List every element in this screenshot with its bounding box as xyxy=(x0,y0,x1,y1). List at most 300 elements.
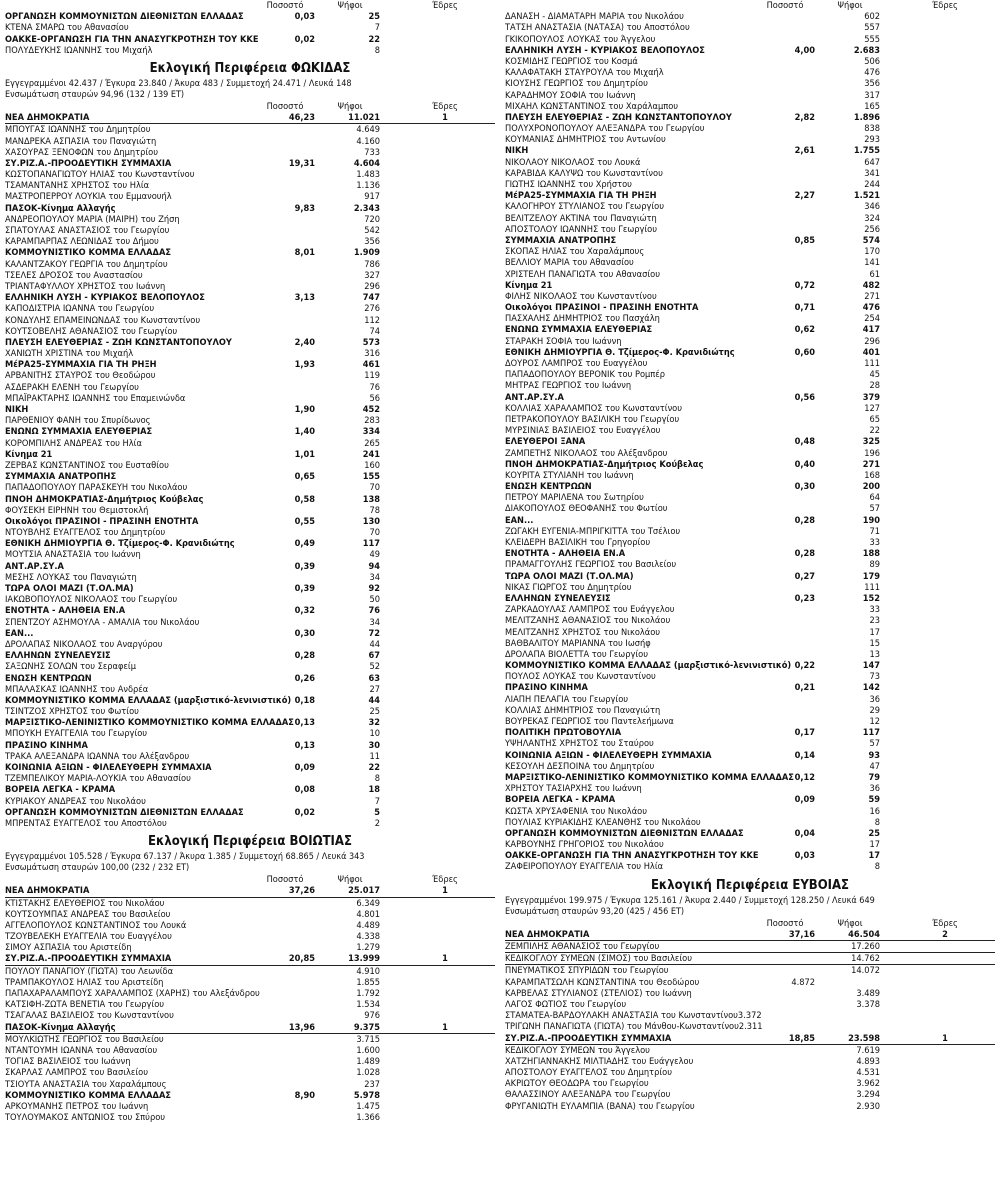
party-row xyxy=(505,1033,995,1044)
party-row xyxy=(5,292,495,303)
party-row xyxy=(505,324,995,335)
votes: 79 xyxy=(868,771,880,783)
candidate-name: ΚΟΥΤΣΟΥΜΠΑΣ ΑΝΔΡΕΑΣ του Βασιλείου xyxy=(5,908,171,920)
candidate-name: ΠΡΑΜΑΓΓΟΥΛΗΣ ΓΕΩΡΓΙΟΣ του Βασιλείου xyxy=(505,559,677,571)
percentage: 0,30 xyxy=(294,627,315,639)
candidate-row xyxy=(505,705,995,716)
party-name: ΕΛΛΗΝΙΚΗ ΛΥΣΗ - ΚΥΡΙΑΚΟΣ ΒΕΛΟΠΟΥΛΟΣ xyxy=(505,44,705,56)
percentage: 37,26 xyxy=(288,885,315,897)
votes: 1.483 xyxy=(356,169,380,181)
candidate-row xyxy=(505,1021,995,1032)
constituency-title: Εκλογική Περιφέρεια ΦΩΚΙΔΑΣ xyxy=(149,60,351,76)
candidate-row xyxy=(505,817,995,828)
candidate-row xyxy=(5,281,495,292)
candidate-row xyxy=(5,661,495,672)
votes: 111 xyxy=(864,358,880,369)
party-row xyxy=(5,426,495,437)
candidate-row xyxy=(5,706,495,717)
candidate-name: ΤΟΥΛΟΥΜΑΚΟΣ ΑΝΤΩΝΙΟΣ του Σπύρου xyxy=(5,1112,166,1124)
candidate-name: ΤΑΤΣΗ ΑΝΑΣΤΑΣΙΑ (ΝΑΤΑΣΑ) του Αποστόλου xyxy=(505,22,690,34)
candidate-name: ΚΕΔΙΚΟΓΛΟΥ ΣΥΜΕΩΝ (ΣΙΜΟΣ) του Βασιλείου xyxy=(505,953,693,965)
votes: 59 xyxy=(868,794,880,806)
candidate-row xyxy=(5,136,495,147)
candidate-row xyxy=(5,370,495,381)
votes: 14.762 xyxy=(851,953,880,965)
party-name: ΜέΡΑ25-ΣΥΜΜΑΧΙΑ ΓΙΑ ΤΗ ΡΗΞΗ xyxy=(505,190,657,202)
candidate-row xyxy=(505,861,995,872)
candidate-name: ΚΕΔΙΚΟΓΛΟΥ ΣΥΜΕΩΝ του Άγγελου xyxy=(505,1044,650,1056)
votes: 1.366 xyxy=(356,1112,380,1124)
party-name: ΠΡΑΣΙΝΟ ΚΙΝΗΜΑ xyxy=(505,682,588,694)
percentage: 1,93 xyxy=(294,359,315,371)
candidate-name: ΑΓΓΕΛΟΠΟΥΛΟΣ ΚΩΝΣΤΑΝΤΙΝΟΣ του Λουκά xyxy=(5,919,187,931)
party-name: ΠΑΣΟΚ-Κίνημα Αλλαγής xyxy=(5,202,116,214)
candidate-name: ΚΟΥΜΑΝΙΑΣ ΔΗΜΗΤΡΙΟΣ του Αντωνίου xyxy=(505,134,666,146)
candidate-row xyxy=(505,492,995,503)
candidate-name: ΓΙΩΤΗΣ ΙΩΑΝΝΗΣ του Χρήστου xyxy=(505,179,632,190)
votes: 555 xyxy=(864,33,880,45)
candidate-row xyxy=(505,168,995,179)
votes: 244 xyxy=(864,179,880,190)
votes: 34 xyxy=(369,571,380,583)
candidate-row xyxy=(505,448,995,459)
candidate-row xyxy=(505,783,995,794)
votes: 70 xyxy=(369,482,380,494)
votes: 3.962 xyxy=(856,1078,880,1090)
party-row xyxy=(505,571,995,582)
percentage: 0,09 xyxy=(294,762,315,773)
candidate-name: ΖΩΓΑΚΗ ΕΥΓΕΝΙΑ-ΜΠΡΙΓΚΙΤΤΑ του Τσέλιου xyxy=(505,525,681,537)
party-row xyxy=(5,516,495,527)
votes: 72 xyxy=(368,627,380,639)
seats: 1 xyxy=(442,1021,448,1033)
votes: 316 xyxy=(364,348,380,360)
candidate-row xyxy=(505,403,995,414)
right-column xyxy=(505,0,995,1112)
votes: 4.801 xyxy=(356,908,380,920)
candidate-row xyxy=(505,336,995,347)
column-header-row xyxy=(5,101,495,112)
candidate-row xyxy=(5,1056,495,1067)
party-name: Κίνημα 21 xyxy=(5,448,53,460)
candidate-row xyxy=(5,1079,495,1090)
votes: 70 xyxy=(369,527,380,539)
candidate-name: ΖΑΡΚΑΔΟΥΛΑΣ ΛΑΜΠΡΟΣ του Ευάγγελου xyxy=(505,604,675,616)
candidate-name: ΜΠΑΪΡΑΚΤΑΡΗΣ ΙΩΑΝΝΗΣ του Επαμεινώνδα xyxy=(5,392,186,404)
candidate-name: ΓΚΙΚΟΠΟΥΛΟΣ ΛΟΥΚΑΣ του Άγγελου xyxy=(505,33,656,45)
candidate-row xyxy=(505,638,995,649)
votes: 15 xyxy=(869,637,880,649)
votes: 3.294 xyxy=(856,1089,880,1101)
party-row xyxy=(505,727,995,738)
candidate-row xyxy=(505,604,995,615)
votes: 4.893 xyxy=(856,1055,880,1067)
party-row xyxy=(5,538,495,549)
candidate-name: ΜΑΣΤΡΟΠΕΡΡΟΥ ΛΟΥΚΙΑ του Εμμανουήλ xyxy=(5,191,172,203)
candidate-row xyxy=(505,839,995,850)
candidate-row xyxy=(505,1056,995,1067)
votes: 190 xyxy=(862,514,880,526)
votes: 838 xyxy=(864,123,880,135)
percentage: 0,55 xyxy=(294,515,315,527)
candidate-row xyxy=(5,1010,495,1021)
candidate-name: ΚΩΣΤΟΠΑΝΑΓΙΩΤΟΥ ΗΛΙΑΣ του Κωνσταντίνου xyxy=(5,169,195,181)
candidate-name: ΚΟΣΜΙΔΗΣ ΓΕΩΡΓΙΟΣ του Κοσμά xyxy=(505,55,638,67)
votes: 47 xyxy=(869,760,880,772)
party-name: ΠΑΣΟΚ-Κίνημα Αλλαγής xyxy=(5,1021,116,1033)
candidate-row xyxy=(505,503,995,514)
candidate-name: ΤΖΕΜΠΕΛΙΚΟΥ ΜΑΡΙΑ-ΛΟΥΚΙΑ του Αθανασίου xyxy=(5,773,191,785)
candidate-row xyxy=(505,201,995,212)
candidate-row xyxy=(505,1089,995,1100)
candidate-row xyxy=(505,380,995,391)
candidate-name: ΤΣΙΟΥΤΑ ΑΝΑΣΤΑΣΙΑ του Χαραλάμπους xyxy=(5,1078,167,1090)
party-name: ΤΩΡΑ ΟΛΟΙ ΜΑΖΙ (Τ.ΟΛ.ΜΑ) xyxy=(5,583,134,594)
candidate-row xyxy=(505,806,995,817)
candidate-name: ΧΡΙΣΤΕΛΗ ΠΑΝΑΓΙΩΤΑ του Αθανασίου xyxy=(505,268,660,280)
percentage: 13,96 xyxy=(288,1021,315,1033)
candidate-row xyxy=(505,977,995,988)
votes: 296 xyxy=(364,280,380,292)
party-name: ΚΟΙΝΩΝΙΑ ΑΞΙΩΝ - ΦΙΛΕΛΕΥΘΕΡΗ ΣΥΜΜΑΧΙΑ xyxy=(505,749,712,761)
candidate-row xyxy=(5,988,495,999)
party-name: ΚΟΙΝΩΝΙΑ ΑΞΙΩΝ - ΦΙΛΕΛΕΥΘΕΡΗ ΣΥΜΜΑΧΙΑ xyxy=(5,762,212,773)
candidate-name: ΖΑΦΕΙΡΟΠΟΥΛΟΥ ΕΥΑΓΓΕΛΙΑ του Ηλία xyxy=(505,861,664,873)
votes: 5 xyxy=(374,806,380,818)
candidate-name: ΔΟΥΡΟΣ ΛΑΜΠΡΟΣ του Ευαγγέλου xyxy=(505,358,648,369)
votes: 417 xyxy=(862,324,880,336)
votes: 33 xyxy=(869,537,880,548)
party-name: ΕΝΩΝΩ ΣΥΜΜΑΧΙΑ ΕΛΕΥΘΕΡΙΑΣ xyxy=(5,426,153,438)
votes: 17 xyxy=(868,850,880,862)
votes: 452 xyxy=(362,404,380,415)
percentage: 1,90 xyxy=(294,404,315,415)
votes: 112 xyxy=(364,314,380,326)
candidate-row xyxy=(505,101,995,112)
percentage: 0,62 xyxy=(794,324,815,336)
votes: 117 xyxy=(862,727,880,739)
votes: 7 xyxy=(374,22,380,34)
party-row xyxy=(5,471,495,482)
votes: 346 xyxy=(864,201,880,213)
candidate-row xyxy=(5,123,495,135)
votes: 63 xyxy=(368,672,380,684)
candidate-row xyxy=(505,615,995,626)
candidate-row xyxy=(505,157,995,168)
votes: 4.160 xyxy=(356,135,380,147)
candidate-name: ΒΕΛΛΙΟΥ ΜΑΡΙΑ του Αθανασίου xyxy=(505,257,634,269)
candidate-name: ΚΩΣΤΑ ΧΡΥΣΑΦΕΝΙΑ του Νικολάου xyxy=(505,805,647,817)
party-name: ΕΑΝ... xyxy=(505,514,534,526)
party-name: ΑΝΤ.ΑΡ.ΣΥ.Α xyxy=(5,560,64,572)
candidate-name: ΛΑΓΟΣ ΦΩΤΙΟΣ του Γεωργίου xyxy=(505,998,627,1010)
percentage: 0,13 xyxy=(294,717,315,729)
candidate-row xyxy=(505,940,995,952)
votes: 276 xyxy=(364,303,380,315)
candidate-row xyxy=(505,269,995,280)
party-name: ΠΝΟΗ ΔΗΜΟΚΡΑΤΙΑΣ-Δημήτριος Κούβελας xyxy=(5,493,204,505)
column-header-row xyxy=(5,874,495,885)
party-name: ΕΘΝΙΚΗ ΔΗΜΙΟΥΡΓΙΑ Θ. Τζίμερος-Φ. Κρανιδιώτης xyxy=(505,346,735,358)
percentage: 0,08 xyxy=(294,784,315,796)
seats: 2 xyxy=(942,928,948,940)
votes: 11.021 xyxy=(348,112,380,124)
candidate-row xyxy=(5,1045,495,1056)
column-header-row xyxy=(505,0,995,11)
votes: 476 xyxy=(864,67,880,79)
votes: 67 xyxy=(368,650,380,662)
candidate-name: ΠΕΤΡΟΥ ΜΑΡΙΛΕΝΑ του Σωτηρίου xyxy=(505,492,644,504)
votes: 341 xyxy=(864,167,880,179)
percentage: 4.872 xyxy=(791,976,815,988)
votes: 138 xyxy=(362,493,380,505)
candidate-name: ΧΑΝΙΩΤΗ ΧΡΙΣΤΙΝΑ του Μιχαήλ xyxy=(5,348,134,360)
votes: 327 xyxy=(364,269,380,281)
constituency-stats: Ενσωμάτωση σταυρών 93,20 (425 / 456 ΕΤ) xyxy=(505,906,685,917)
party-name: ΕΛΕΥΘΕΡΟΙ ΞΑΝΑ xyxy=(505,436,586,448)
votes: 4.489 xyxy=(356,919,380,931)
percentage: 0,32 xyxy=(294,605,315,617)
percentage: 3,13 xyxy=(294,292,315,304)
party-row xyxy=(5,628,495,639)
candidate-name: ΤΡΙΑΝΤΑΦΥΛΛΟΥ ΧΡΗΣΤΟΣ του Ιωάννη xyxy=(5,280,166,292)
votes: 317 xyxy=(864,89,880,101)
party-name: ΕΑΝ... xyxy=(5,627,34,639)
votes: 34 xyxy=(369,616,380,628)
votes: 32 xyxy=(368,717,380,729)
percentage: 0,04 xyxy=(794,827,815,839)
candidate-name: ΚΑΡΑΜΠΑΤΣΩΛΗ ΚΩΝΣΤΑΝΤΙΝΑ του Θεοδώρου xyxy=(505,976,700,988)
party-name: ΚΟΜΜΟΥΝΙΣΤΙΚΟ ΚΟΜΜΑ ΕΛΛΑΔΑΣ xyxy=(5,247,171,259)
percentage: 46,23 xyxy=(288,112,315,124)
votes: 52 xyxy=(369,661,380,673)
candidate-name: ΠΑΣΧΑΛΗΣ ΔΗΜΗΤΡΙΟΣ του Πασχάλη xyxy=(505,313,660,325)
candidate-row xyxy=(5,505,495,516)
candidate-row xyxy=(5,931,495,942)
votes: 119 xyxy=(364,370,380,382)
party-name: ΣΥΜΜΑΧΙΑ ΑΝΑΤΡΟΠΗΣ xyxy=(505,234,617,246)
percentage: 0,13 xyxy=(294,739,315,751)
votes: 142 xyxy=(862,682,880,694)
party-name: ΣΥ.ΡΙΖ.Α.-ΠΡΟΟΔΕΥΤΙΚΗ ΣΥΜΜΑΧΙΑ xyxy=(505,1032,672,1044)
votes: 130 xyxy=(362,515,380,527)
candidate-name: ΜΠΑΛΑΣΚΑΣ ΙΩΑΝΝΗΣ του Ανδρέα xyxy=(5,683,149,695)
votes: 13 xyxy=(869,648,880,660)
votes: 283 xyxy=(364,415,380,427)
votes: Ψήφοι xyxy=(837,0,863,11)
votes: 256 xyxy=(864,223,880,235)
party-row xyxy=(505,302,995,313)
candidate-name: ΧΑΤΖΗΓΙΑΝΝΑΚΗΣ ΜΙΛΤΙΑΔΗΣ του Ευάγγελου xyxy=(505,1055,694,1067)
candidate-name: ΜΟΥΛΚΙΩΤΗΣ ΓΕΩΡΓΙΟΣ του Βασιλείου xyxy=(5,1033,164,1045)
candidate-name: ΣΚΟΠΑΣ ΗΛΙΑΣ του Χαραλάμπους xyxy=(505,246,645,258)
candidate-row xyxy=(5,438,495,449)
candidate-name: ΧΡΗΣΤΟΥ ΤΑΣΙΑΡΧΗΣ του Ιωάννη xyxy=(505,783,642,795)
party-row xyxy=(5,740,495,751)
party-name: ΝΕΑ ΔΗΜΟΚΡΑΤΙΑ xyxy=(5,885,90,897)
party-name: ΒΟΡΕΙΑ ΛΕΓΚΑ - ΚΡΑΜΑ xyxy=(5,784,116,796)
candidate-name: ΒΕΛΙΤΖΕΛΟΥ ΑΚΤΙΝΑ του Παναγιώτη xyxy=(505,212,657,224)
candidate-name: ΤΡΙΓΩΝΗ ΠΑΝΑΓΙΩΤΑ (ΓΙΩΤΑ) του Μάνθου-Κωνσταντίνου2.311 xyxy=(505,1021,763,1033)
votes: 325 xyxy=(862,436,880,448)
votes: 4.604 xyxy=(353,157,380,169)
party-name: ΣΥ.ΡΙΖ.Α.-ΠΡΟΟΔΕΥΤΙΚΗ ΣΥΜΜΑΧΙΑ xyxy=(5,157,172,169)
candidate-name: ΑΡΒΑΝΙΤΗΣ ΣΤΑΥΡΟΣ του Θεοδώρου xyxy=(5,370,156,382)
percentage: 0,71 xyxy=(794,302,815,314)
candidate-name: ΦΡΥΓΑΝΙΩΤΗ ΕΥΛΑΜΠΙΑ (ΒΑΝΑ) του Γεωργίου xyxy=(505,1100,695,1112)
party-row xyxy=(505,515,995,526)
candidate-row xyxy=(5,773,495,784)
party-row xyxy=(5,404,495,415)
candidate-name: ΠΟΥΛΙΑΣ ΚΥΡΙΑΚΙΔΗΣ ΚΛΕΑΝΘΗΣ του Νικολάου xyxy=(505,816,701,828)
candidate-row xyxy=(505,123,995,134)
votes: 179 xyxy=(862,570,880,582)
votes: 271 xyxy=(864,290,880,302)
candidate-name: ΒΟΥΡΕΚΑΣ ΓΕΩΡΓΙΟΣ του Παντελεήμωνα xyxy=(505,716,674,727)
votes: 237 xyxy=(364,1078,380,1090)
candidate-name: ΚΤΕΝΑ ΣΜΑΡΩ του Αθανασίου xyxy=(5,22,129,34)
candidate-name: ΜΕΛΙΤΖΑΝΗΣ ΧΡΗΣΤΟΣ του Νικολάου xyxy=(505,626,661,638)
candidate-name: ΚΑΠΟΔΙΣΤΡΙΑ ΙΩΑΝΝΑ του Γεωργίου xyxy=(5,303,155,315)
candidate-name: ΑΚΡΙΩΤΟΥ ΘΕΟΔΩΡΑ του Γεωργίου xyxy=(505,1078,649,1090)
candidate-row xyxy=(5,270,495,281)
candidate-row xyxy=(5,147,495,158)
party-name: ΠΝΟΗ ΔΗΜΟΚΡΑΤΙΑΣ-Δημήτριος Κούβελας xyxy=(505,458,704,470)
candidate-row xyxy=(5,617,495,628)
candidate-row xyxy=(505,1101,995,1112)
candidate-name: ΛΙΑΠΗ ΠΕΛΑΓΙΑ του Γεωργίου xyxy=(505,693,629,705)
candidate-name: ΚΟΥΡΙΤΑ ΣΤΥΛΙΑΝΗ του Ιωάννη xyxy=(505,469,634,481)
candidate-row xyxy=(505,964,995,976)
votes: 57 xyxy=(869,738,880,750)
candidate-name: ΔΡΟΛΑΠΑΣ ΝΙΚΟΛΑΟΣ του Αναργύρου xyxy=(5,638,163,650)
votes: 8 xyxy=(874,816,880,828)
party-row xyxy=(5,34,495,45)
candidate-row xyxy=(505,246,995,257)
votes: 27 xyxy=(369,683,380,695)
votes: 46.504 xyxy=(848,928,880,940)
votes: 1.521 xyxy=(853,190,880,202)
votes: 3.489 xyxy=(856,987,880,999)
percentage: 0,58 xyxy=(294,493,315,505)
votes: 94 xyxy=(368,560,380,572)
votes: 25 xyxy=(369,706,380,718)
votes: 44 xyxy=(368,694,380,706)
party-name: ΚΟΜΜΟΥΝΙΣΤΙΚΟ ΚΟΜΜΑ ΕΛΛΑΔΑΣ (μαρξιστικό-λενινιστικό) xyxy=(5,694,292,706)
party-row xyxy=(505,750,995,761)
candidate-row xyxy=(505,1067,995,1078)
votes: 14.072 xyxy=(851,965,880,977)
votes: 11 xyxy=(369,750,380,762)
votes: 168 xyxy=(864,469,880,481)
votes: 22 xyxy=(368,33,380,45)
party-row xyxy=(5,583,495,594)
candidate-row xyxy=(5,259,495,270)
votes: 3.378 xyxy=(856,998,880,1010)
party-name: ΟΡΓΑΝΩΣΗ ΚΟΜΜΟΥΝΙΣΤΩΝ ΔΙΕΘΝΙΣΤΩΝ ΕΛΛΑΔΑΣ xyxy=(505,827,744,839)
party-name: ΕΘΝΙΚΗ ΔΗΜΙΟΥΡΓΙΑ Θ. Τζίμερος-Φ. Κρανιδιώτης xyxy=(5,538,235,550)
candidate-name: ΔΙΑΚΟΠΟΥΛΟΣ ΘΕΟΦΑΝΗΣ του Φωτίου xyxy=(505,503,668,515)
candidate-name: ΑΡΚΟΥΜΑΝΗΣ ΠΕΤΡΟΣ του Ιωάννη xyxy=(5,1100,149,1112)
party-row xyxy=(5,561,495,572)
candidate-row xyxy=(5,1033,495,1045)
candidate-name: ΚΥΡΙΑΚΟΥ ΑΝΔΡΕΑΣ του Νικολάου xyxy=(5,795,146,807)
party-name: ΝΙΚΗ xyxy=(505,145,529,157)
party-row xyxy=(505,459,995,470)
percentage: 2,40 xyxy=(294,336,315,348)
party-row xyxy=(5,807,495,818)
votes: Ψήφοι xyxy=(337,874,363,886)
candidate-row xyxy=(5,796,495,807)
candidate-name: ΤΣΑΓΑΛΑΣ ΒΑΣΙΛΕΙΟΣ του Κωνσταντίνου xyxy=(5,1010,174,1022)
votes: 64 xyxy=(869,492,880,504)
candidate-row xyxy=(505,627,995,638)
candidate-row xyxy=(505,1078,995,1089)
votes: 1.279 xyxy=(356,942,380,954)
candidate-name: ΣΙΜΟΥ ΑΣΠΑΣΙΑ του Αριστείδη xyxy=(5,942,132,954)
candidate-name: ΠΑΠΑΧΑΡΑΛΑΜΠΟΥΣ ΧΑΡΑΛΑΜΠΟΣ (ΧΑΡΗΣ) του Αλεξάνδρου xyxy=(5,988,260,999)
candidate-name: ΚΤΙΣΤΑΚΗΣ ΕΛΕΥΘΕΡΙΟΣ του Νικολάου xyxy=(5,897,165,909)
votes: 2.930 xyxy=(856,1100,880,1112)
candidate-row xyxy=(505,738,995,749)
percentage: 1,01 xyxy=(294,448,315,460)
candidate-row xyxy=(505,11,995,22)
votes: 720 xyxy=(364,213,380,225)
candidate-row xyxy=(5,965,495,977)
party-row xyxy=(5,605,495,616)
votes: 3.715 xyxy=(356,1033,380,1045)
votes: 50 xyxy=(369,594,380,606)
percentage: 0,39 xyxy=(294,583,315,594)
candidate-name: ΚΟΥΤΣΟΒΕΛΗΣ ΑΘΑΝΑΣΙΟΣ του Γεωργίου xyxy=(5,325,178,337)
candidate-name: ΠΝΕΥΜΑΤΙΚΟΣ ΣΠΥΡΙΔΩΝ του Γεωργίου xyxy=(505,965,669,977)
party-row xyxy=(505,112,995,123)
votes: 17 xyxy=(869,839,880,851)
candidate-row xyxy=(505,1044,995,1056)
party-name: ΜΑΡΞΙΣΤΙΚΟ-ΛΕΝΙΝΙΣΤΙΚΟ ΚΟΜΜΟΥΝΙΣΤΙΚΟ ΚΟΜΜΑ ΕΛΛΑΔΑΣ xyxy=(5,717,294,729)
party-name: ΜέΡΑ25-ΣΥΜΜΑΧΙΑ ΓΙΑ ΤΗ ΡΗΞΗ xyxy=(5,359,157,371)
candidate-row xyxy=(505,67,995,78)
party-name: ΠΛΕΥΣΗ ΕΛΕΥΘΕΡΙΑΣ - ΖΩΗ ΚΩΝΣΤΑΝΤΟΠΟΥΛΟΥ xyxy=(5,336,232,348)
party-name: ΕΝΟΤΗΤΑ - ΑΛΗΘΕΙΑ ΕΝ.Α xyxy=(505,548,626,560)
candidate-row xyxy=(5,594,495,605)
party-name: ΝΕΑ ΔΗΜΟΚΡΑΤΙΑ xyxy=(5,112,90,124)
votes: 356 xyxy=(364,236,380,248)
candidate-name: ΜΠΟΥΚΗ ΕΥΑΓΓΕΛΙΑ του Γεωργίου xyxy=(5,728,148,740)
candidate-row xyxy=(505,78,995,89)
votes: 557 xyxy=(864,22,880,34)
percentage: 0,65 xyxy=(294,471,315,483)
candidate-row xyxy=(505,224,995,235)
votes: 44 xyxy=(369,638,380,650)
candidate-name: ΚΑΡΒΕΛΑΣ ΣΤΥΛΙΑΝΟΣ (ΣΤΕΛΙΟΣ) του Ιωάννη xyxy=(505,987,692,999)
candidate-row xyxy=(5,180,495,191)
party-row xyxy=(505,145,995,156)
votes: 93 xyxy=(868,749,880,761)
party-row xyxy=(505,45,995,56)
party-name: Κίνημα 21 xyxy=(505,279,553,291)
seats: 1 xyxy=(442,953,448,965)
candidate-row xyxy=(5,549,495,560)
votes: 33 xyxy=(869,604,880,616)
party-row xyxy=(505,347,995,358)
candidate-row xyxy=(5,214,495,225)
votes: 241 xyxy=(362,448,380,460)
votes: 71 xyxy=(869,525,880,537)
candidate-row xyxy=(505,694,995,705)
candidate-row xyxy=(5,1101,495,1112)
party-row xyxy=(5,1022,495,1033)
